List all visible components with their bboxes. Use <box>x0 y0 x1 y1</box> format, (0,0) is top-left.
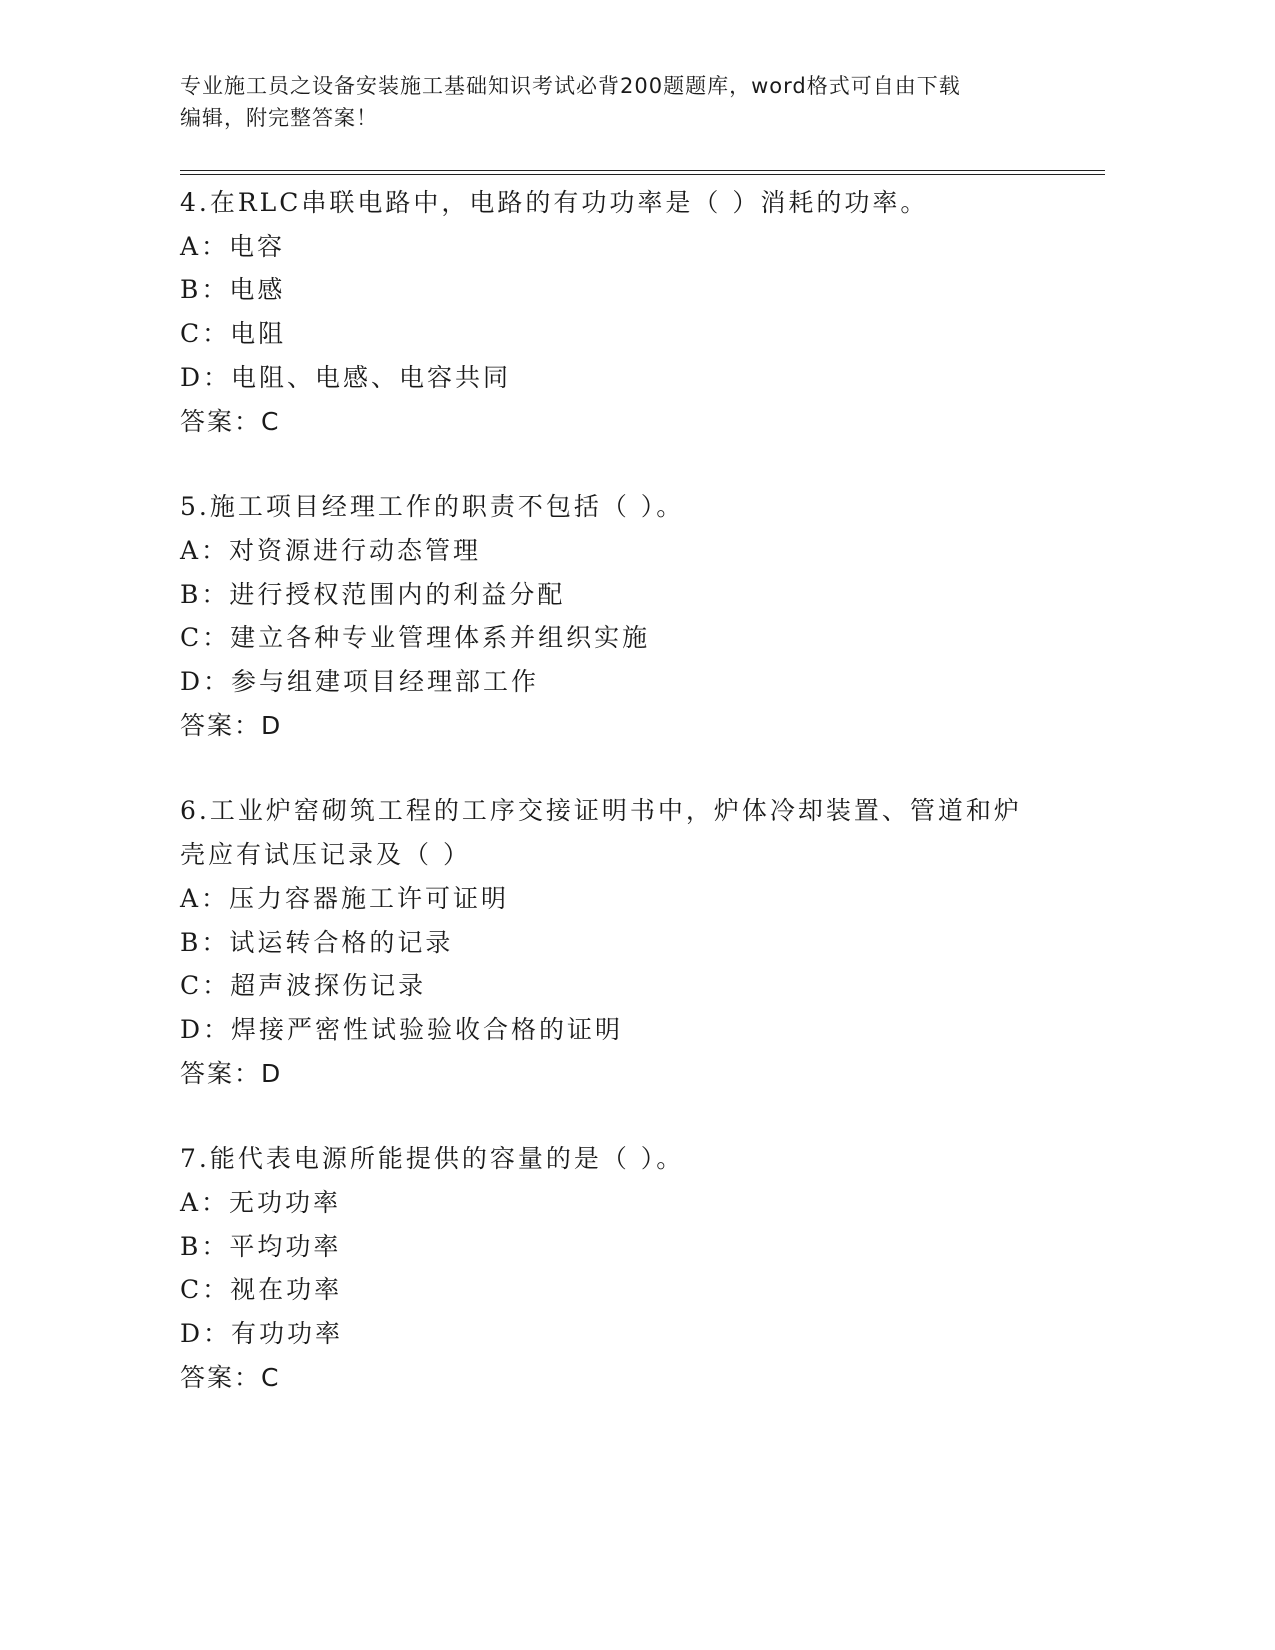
document-header <box>180 70 1060 134</box>
answer-line: 答案：D <box>180 1058 283 1088</box>
option-d: D：参与组建项目经理部工作 <box>180 667 540 697</box>
answer-line: 答案：D <box>180 710 283 740</box>
option-d: D：焊接严密性试验验收合格的证明 <box>180 1014 624 1044</box>
answer-line: 答案：C <box>180 1362 281 1392</box>
header-divider <box>180 170 1105 175</box>
option-c: C：电阻 <box>180 319 287 349</box>
option-c: C：视在功率 <box>180 1275 343 1305</box>
option-a: A：压力容器施工许可证明 <box>180 883 510 913</box>
question-stem: 5.施工项目经理工作的职责不包括（ ）。 <box>180 492 685 522</box>
option-a: A：对资源进行动态管理 <box>180 535 482 565</box>
answer-line: 答案：C <box>180 406 281 436</box>
question-stem: 4.在RLC串联电路中，电路的有功功率是（ ）消耗的功率。 <box>180 188 929 217</box>
question-5 <box>180 485 1105 747</box>
option-b: B：电感 <box>180 275 286 305</box>
question-6 <box>180 789 1105 1095</box>
question-4 <box>180 181 1105 443</box>
option-d: D：有功功率 <box>180 1319 344 1349</box>
header-line-1: 专业施工员之设备安装施工基础知识考试必背200题题库，word格式可自由下载 <box>180 74 961 98</box>
option-b: B：平均功率 <box>180 1231 342 1261</box>
header-line-2: 编辑，附完整答案！ <box>180 106 378 130</box>
option-b: B：进行授权范围内的利益分配 <box>180 579 566 609</box>
option-a: A：无功功率 <box>180 1188 342 1218</box>
option-d: D：电阻、电感、电容共同 <box>180 362 512 392</box>
question-stem: 7.能代表电源所能提供的容量的是（ ）。 <box>180 1144 685 1174</box>
option-b: B：试运转合格的记录 <box>180 927 454 957</box>
question-list <box>180 181 1105 1442</box>
option-c: C：建立各种专业管理体系并组织实施 <box>180 623 651 653</box>
option-a: A：电容 <box>180 231 286 261</box>
option-c: C：超声波探伤记录 <box>180 971 427 1001</box>
question-7 <box>180 1137 1105 1399</box>
question-stem: 6.工业炉窑砌筑工程的工序交接证明书中，炉体冷却装置、管道和炉壳应有试压记录及（ ） <box>180 796 1022 870</box>
